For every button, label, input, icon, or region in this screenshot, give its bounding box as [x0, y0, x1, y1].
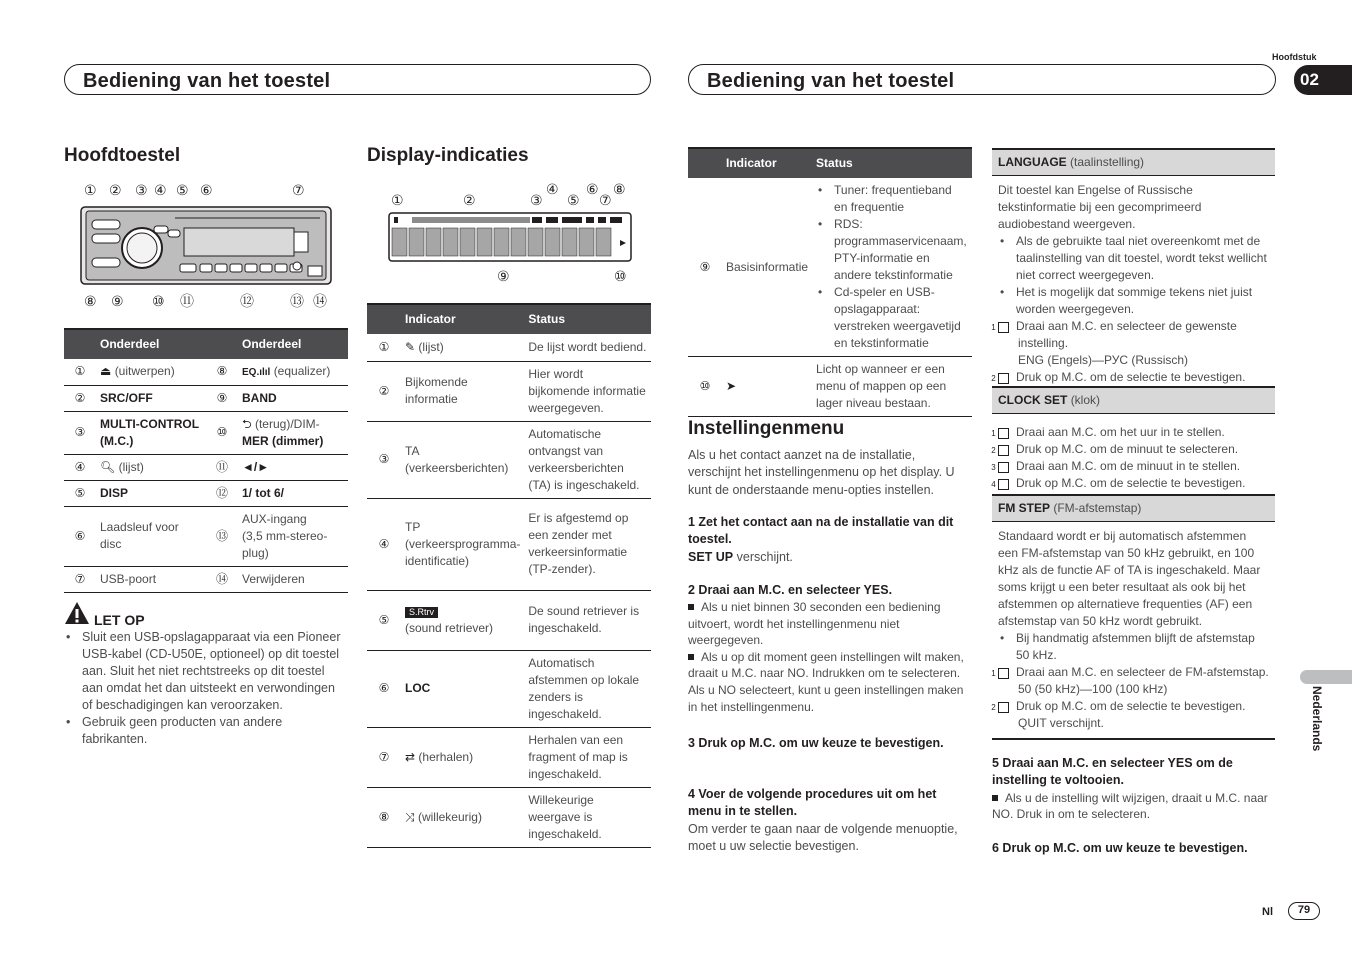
part-cell	[238, 506, 348, 566]
part-num: ⑥	[64, 506, 96, 566]
step-2-note-2	[688, 649, 972, 682]
part-label: Laadsleuf voor	[100, 520, 179, 535]
part-cell	[96, 566, 206, 592]
part-label: USB-poort	[100, 571, 157, 586]
indicator-header: Indicator	[401, 304, 524, 334]
language-intro: Dit toestel kan Engelse of Russische tekstinformatie bij een gecomprimeerd audiobestand weergeven.	[998, 183, 1202, 232]
fmstep-name: FM STEP	[998, 501, 1051, 515]
part-num: ⑫	[206, 480, 238, 506]
list-icon: ✎	[405, 339, 416, 354]
clock-setting	[992, 386, 1275, 500]
indicator-cell	[401, 787, 524, 847]
step-box-icon: 3	[998, 462, 1009, 473]
language-body	[992, 176, 1275, 394]
part-num: ⑤	[64, 480, 96, 506]
language-side-label: Nederlands	[1310, 686, 1325, 752]
step-box-icon: 1	[998, 322, 1009, 333]
status-cell: Herhalen van een fragment of map is ingeschakeld.	[524, 727, 651, 787]
display-callout: ②	[463, 192, 476, 208]
fmstep-body	[992, 522, 1275, 740]
eject-icon: ⏏	[100, 364, 112, 379]
indicator-cell: TA (verkeersberichten)	[401, 421, 524, 498]
part-num: ⑪	[206, 454, 238, 480]
note-square-icon	[688, 654, 694, 660]
indicator-label: (willekeurig)	[417, 810, 482, 824]
part-num: ③	[64, 411, 96, 454]
display-title: Display-indicaties	[367, 145, 529, 166]
indicator-table	[367, 303, 651, 848]
status-list	[816, 182, 968, 352]
table-row	[688, 357, 972, 417]
right-header-bar	[688, 64, 1276, 95]
language-step-1	[991, 318, 1269, 352]
table-row	[64, 506, 348, 566]
table-row	[367, 590, 651, 650]
indicator-cell	[722, 357, 812, 417]
indicator-label: LOC	[405, 681, 431, 696]
part-label: AUX-ingang	[242, 511, 307, 526]
display-illustration	[388, 212, 632, 262]
status-cell: Hier wordt bijkomende informatie weergegeven.	[524, 361, 651, 421]
part-cell	[238, 385, 348, 411]
indicator-cell: TP (verkeersprogramma-identificatie)	[401, 498, 524, 590]
callout-1: ①	[84, 182, 97, 198]
language-step-text: Druk op M.C. om de selectie te bevestigen.	[1016, 370, 1246, 385]
step-2	[688, 582, 972, 715]
clock-header	[992, 386, 1275, 414]
fmstep-bullets	[998, 630, 1269, 664]
language-bullet: • Als de gebruikte taal niet overeenkomt met de taalinstelling van dit toestel, wordt tekst wellicht niet correct weergegeven.	[998, 233, 1269, 284]
fmstep-options: 50 (50 kHz)—100 (100 kHz)	[1018, 682, 1168, 697]
part-label: disc	[100, 537, 122, 552]
status-cell: Automatisch afstemmen op lokale zenders is ingeschakeld.	[524, 650, 651, 727]
caution-list	[64, 629, 348, 748]
status-bullet: • Cd-speler en USB-opslagapparaat: verstreken weergavetijd en tekstinformatie	[816, 284, 968, 352]
status-bullet: • RDS: programmaservicenaam, PTY-informatie en andere tekstinformatie	[816, 216, 968, 284]
indicator-cell: Basisinformatie	[722, 178, 812, 357]
part-label: MULTI-CONTROL	[100, 416, 200, 431]
fmstep-intro: Standaard wordt er bij automatisch afstemmen een FM-afstemstap van 50 kHz gebruikt, en 100 kHz als de functie AF of TA is ingeschakeld. Maar soms krijgt u een beter resultaat als ook bij het afstemmen op alternatieve frequenties (AF) een afstemstap van 50 kHz wordt gebruikt.	[998, 529, 1261, 629]
part-num: ⑨	[206, 385, 238, 411]
table-row	[367, 650, 651, 727]
display-callout: ④	[546, 181, 559, 197]
status-cell: De lijst wordt bediend.	[524, 334, 651, 361]
callout-11: ⑪	[180, 293, 194, 309]
fmstep-quit: QUIT verschijnt.	[1018, 716, 1104, 731]
folder-arrow-icon: ➤	[726, 379, 737, 394]
indicator-cell	[401, 727, 524, 787]
left-header-bar	[64, 64, 651, 95]
status-cell: De sound retriever is ingeschakeld.	[524, 590, 651, 650]
step-box-icon: 4	[998, 479, 1009, 490]
callout-5: ⑤	[176, 182, 189, 198]
language-options: ENG (Engels)—РУС (Russisch)	[1018, 353, 1189, 368]
callout-13: ⑬	[290, 293, 304, 309]
parts-header-2: Onderdeel	[238, 329, 348, 359]
step-box-icon: 2	[998, 373, 1009, 384]
part-label: SRC/OFF	[100, 390, 153, 405]
part-label: (terug)/DIM-	[254, 416, 320, 431]
part-cell	[96, 506, 206, 566]
footer-language-code: Nl	[1262, 906, 1273, 918]
page-number: 79	[1288, 902, 1320, 920]
step-2-text: Als u NO selecteert, kunt u geen instellingen maken in het instellingenmenu.	[688, 682, 964, 714]
fmstep-step-1	[991, 664, 1269, 681]
part-label: (lijst)	[118, 459, 144, 474]
indicator-table-cont	[688, 147, 972, 417]
part-label: (M.C.)	[100, 433, 134, 448]
status-header: Status	[812, 148, 972, 178]
settings-intro: Als u het contact aanzet na de installatie, verschijnt het instellingenmenu op het display. U kunt de onderstaande menu-opties instellen.	[688, 448, 955, 497]
fmstep-bullet: • Bij handmatig afstemmen blijft de afstemstap 50 kHz.	[998, 630, 1269, 664]
indicator-cell	[401, 650, 524, 727]
indicator-num: ②	[367, 361, 401, 421]
language-setting	[992, 148, 1275, 394]
table-row	[367, 498, 651, 590]
part-label: 1/ tot 6/	[242, 485, 285, 500]
warning-icon	[64, 601, 90, 625]
caution-bullet: • Gebruik geen producten van andere fabrikanten.	[64, 714, 348, 748]
callout-6: ⑥	[200, 182, 213, 198]
back-icon: ⮌	[242, 416, 252, 431]
part-cell	[96, 411, 206, 454]
fmstep-setting	[992, 494, 1275, 740]
step-1	[688, 514, 972, 566]
indicator-num: ③	[367, 421, 401, 498]
indicator-num: ①	[367, 334, 401, 361]
part-num: ④	[64, 454, 96, 480]
main-unit-title: Hoofdtoestel	[64, 145, 181, 166]
parts-header-1: Onderdeel	[96, 329, 206, 359]
status-cell: Er is afgestemd op een zender met verkeersinformatie (TP-zender).	[524, 498, 651, 590]
clock-body	[992, 414, 1275, 500]
part-cell	[96, 359, 206, 385]
display-callout: ③	[530, 192, 543, 208]
part-label: DISP	[100, 485, 129, 500]
callout-14: ⑭	[313, 293, 327, 309]
indicator-num: ⑧	[367, 787, 401, 847]
indicator-label: (sound retriever)	[405, 621, 494, 636]
fmstep-step-text: Druk op M.C. om de selectie te bevestigen.	[1016, 699, 1246, 714]
status-bullet: • Tuner: frequentieband en frequentie	[816, 182, 968, 216]
part-label: (3,5 mm-stereo-	[242, 528, 328, 543]
part-num: ⑭	[206, 566, 238, 592]
language-step-2	[991, 369, 1269, 386]
step-6-heading: 6 Druk op M.C. om uw keuze te bevestigen.	[992, 841, 1248, 855]
note-square-icon	[688, 604, 694, 610]
language-name: LANGUAGE	[998, 155, 1067, 169]
step-2-heading: 2 Draai aan M.C. en selecteer YES.	[688, 583, 893, 597]
head-unit-illustration	[80, 206, 332, 285]
indicator-num: ⑦	[367, 727, 401, 787]
display-callout: ⑩	[614, 268, 627, 284]
step-6	[992, 840, 1276, 857]
step-4	[688, 786, 972, 855]
part-cell	[238, 411, 348, 454]
step-5-heading: 5 Draai aan M.C. en selecteer YES om de instelling te voltooien.	[992, 756, 1233, 788]
language-header	[992, 148, 1275, 176]
callout-2: ②	[109, 182, 122, 198]
display-callout: ⑨	[497, 268, 510, 284]
step-box-icon: 2	[998, 702, 1009, 713]
step-2-text: Als u niet binnen 30 seconden een bediening uitvoert, wordt het instellingenmenu niet weergegeven.	[688, 600, 941, 648]
part-num: ①	[64, 359, 96, 385]
step-box-icon: 1	[998, 428, 1009, 439]
language-step-text: Draai aan M.C. en selecteer de gewenste instelling.	[1016, 319, 1237, 351]
table-row	[64, 566, 348, 592]
step-box-icon: 1	[998, 668, 1009, 679]
list-icon: 🔍︎	[100, 459, 116, 474]
indicator-cell	[401, 334, 524, 361]
indicator-label: (herhalen)	[418, 749, 474, 764]
part-num: ⑦	[64, 566, 96, 592]
caution-title: LET OP	[94, 612, 145, 628]
language-bullet: • Het is mogelijk dat sommige tekens niet juist worden weergegeven.	[998, 284, 1269, 318]
part-label: (equalizer)	[273, 364, 331, 379]
caution-bullet: • Sluit een USB-opslagapparaat via een Pioneer USB-kabel (CD-U50E, optioneel) op dit toestel aan. Sluit het niet rechtstreeks op dit toestel aan omdat het dan uitsteekt en verwondingen of beschadigingen kan veroorzaken.	[64, 629, 348, 714]
part-cell	[238, 454, 348, 480]
indicator-num: ⑥	[367, 650, 401, 727]
parts-table	[64, 328, 348, 593]
callout-10: ⑩	[152, 293, 165, 309]
chapter-label: Hoofdstuk	[1272, 52, 1317, 62]
right-header-title: Bediening van het toestel	[707, 70, 955, 92]
part-num: ⑩	[206, 411, 238, 454]
language-side-tab	[1300, 670, 1352, 684]
fmstep-step-2	[991, 698, 1269, 715]
step-box-icon: 2	[998, 445, 1009, 456]
indicator-cell	[401, 590, 524, 650]
clock-step	[991, 458, 1269, 475]
callout-9: ⑨	[111, 293, 124, 309]
display-callout: ①	[391, 192, 404, 208]
indicator-header: Indicator	[722, 148, 812, 178]
step-1-text: verschijnt.	[733, 549, 793, 564]
display-callout: ⑧	[613, 181, 626, 197]
clock-step	[991, 441, 1269, 458]
clock-step-text: Draai aan M.C. om de minuut in te stellen.	[1016, 459, 1241, 474]
table-row	[64, 480, 348, 506]
clock-step-text: Druk op M.C. om de minuut te selecteren.	[1016, 442, 1239, 457]
fmstep-header	[992, 494, 1275, 522]
part-cell	[96, 454, 206, 480]
step-5	[992, 755, 1276, 823]
shuffle-icon: ⤨	[405, 810, 415, 824]
table-row	[367, 421, 651, 498]
status-cell	[812, 178, 972, 357]
step-3-heading: 3 Druk op M.C. om uw keuze te bevestigen.	[688, 736, 944, 750]
note-square-icon	[992, 795, 998, 801]
clock-desc: (klok)	[1070, 393, 1101, 407]
indicator-label: (lijst)	[418, 339, 444, 354]
part-num: ⑧	[206, 359, 238, 385]
table-row	[64, 359, 348, 385]
part-cell	[238, 359, 348, 385]
clock-step	[991, 424, 1269, 441]
table-row	[64, 385, 348, 411]
chapter-number: 02	[1294, 65, 1352, 95]
indicator-num: ⑩	[688, 357, 722, 417]
display-callout: ⑤	[567, 192, 580, 208]
table-row	[64, 411, 348, 454]
step-2-note-1	[688, 599, 972, 649]
callout-3: ③	[135, 182, 148, 198]
clock-name: CLOCK SET	[998, 393, 1068, 407]
indicator-cell: Bijkomende informatie	[401, 361, 524, 421]
step-5-text: Als u de instelling wilt wijzigen, draait u M.C. naar NO. Druk in om te selecteren.	[992, 790, 1268, 822]
step-5-note	[992, 790, 1276, 823]
status-cell: Licht op wanneer er een menu of mappen op een lager niveau bestaan.	[812, 357, 972, 417]
fmstep-desc: (FM-afstemstap)	[1053, 501, 1142, 515]
part-num: ⑬	[206, 506, 238, 566]
step-1-heading: 1 Zet het contact aan na de installatie van dit toestel.	[688, 515, 954, 547]
table-row	[367, 727, 651, 787]
clock-step-text: Druk op M.C. om de selectie te bevestigen.	[1016, 476, 1246, 491]
status-cell: Willekeurige weergave is ingeschakeld.	[524, 787, 651, 847]
part-cell	[238, 566, 348, 592]
callout-8: ⑧	[84, 293, 97, 309]
display-callout: ⑥	[586, 181, 599, 197]
part-label: BAND	[242, 390, 277, 405]
left-header-title: Bediening van het toestel	[83, 70, 331, 92]
table-row	[367, 361, 651, 421]
part-label: plug)	[242, 545, 269, 560]
indicator-num: ④	[367, 498, 401, 590]
repeat-icon: ⇄	[405, 749, 416, 764]
step-4-text: Om verder te gaan naar de volgende menuoptie, moet u uw selectie bevestigen.	[688, 821, 958, 853]
callout-12: ⑫	[240, 293, 254, 309]
part-num: ②	[64, 385, 96, 411]
table-row	[367, 787, 651, 847]
indicator-num: ⑤	[367, 590, 401, 650]
callout-7: ⑦	[292, 182, 305, 198]
part-label: ◄/►	[242, 459, 270, 474]
status-header: Status	[524, 304, 651, 334]
equalizer-icon: EQ.ılıl	[242, 367, 271, 379]
part-cell	[96, 385, 206, 411]
part-label: MER (dimmer)	[242, 433, 324, 448]
clock-step-text: Draai aan M.C. om het uur in te stellen.	[1016, 425, 1225, 440]
part-cell	[238, 480, 348, 506]
part-cell	[96, 480, 206, 506]
status-cell: Automatische ontvangst van verkeersberichten (TA) is ingeschakeld.	[524, 421, 651, 498]
fmstep-step-text: Draai aan M.C. en selecteer de FM-afstemstap.	[1016, 665, 1269, 680]
display-callout: ⑦	[599, 192, 612, 208]
part-label: Verwijderen	[242, 571, 305, 586]
step-3	[688, 735, 972, 752]
table-row	[688, 178, 972, 357]
step-4-heading: 4 Voer de volgende procedures uit om het menu in te stellen.	[688, 787, 937, 819]
language-desc: (taalinstelling)	[1070, 155, 1145, 169]
clock-step	[991, 475, 1269, 492]
language-bullets	[998, 233, 1269, 318]
part-label: (uitwerpen)	[114, 364, 175, 379]
step-2-text: Als u op dit moment geen instellingen wilt maken, draait u M.C. naar NO. Indrukken om te selecteren.	[688, 649, 964, 681]
table-row	[64, 454, 348, 480]
callout-4: ④	[154, 182, 167, 198]
settings-menu-title: Instellingenmenu	[688, 418, 845, 439]
indicator-num: ⑨	[688, 178, 722, 357]
table-row	[367, 334, 651, 361]
sound-retriever-badge: S.Rtrv	[405, 607, 438, 618]
step-1-setup: SET UP	[688, 549, 734, 564]
